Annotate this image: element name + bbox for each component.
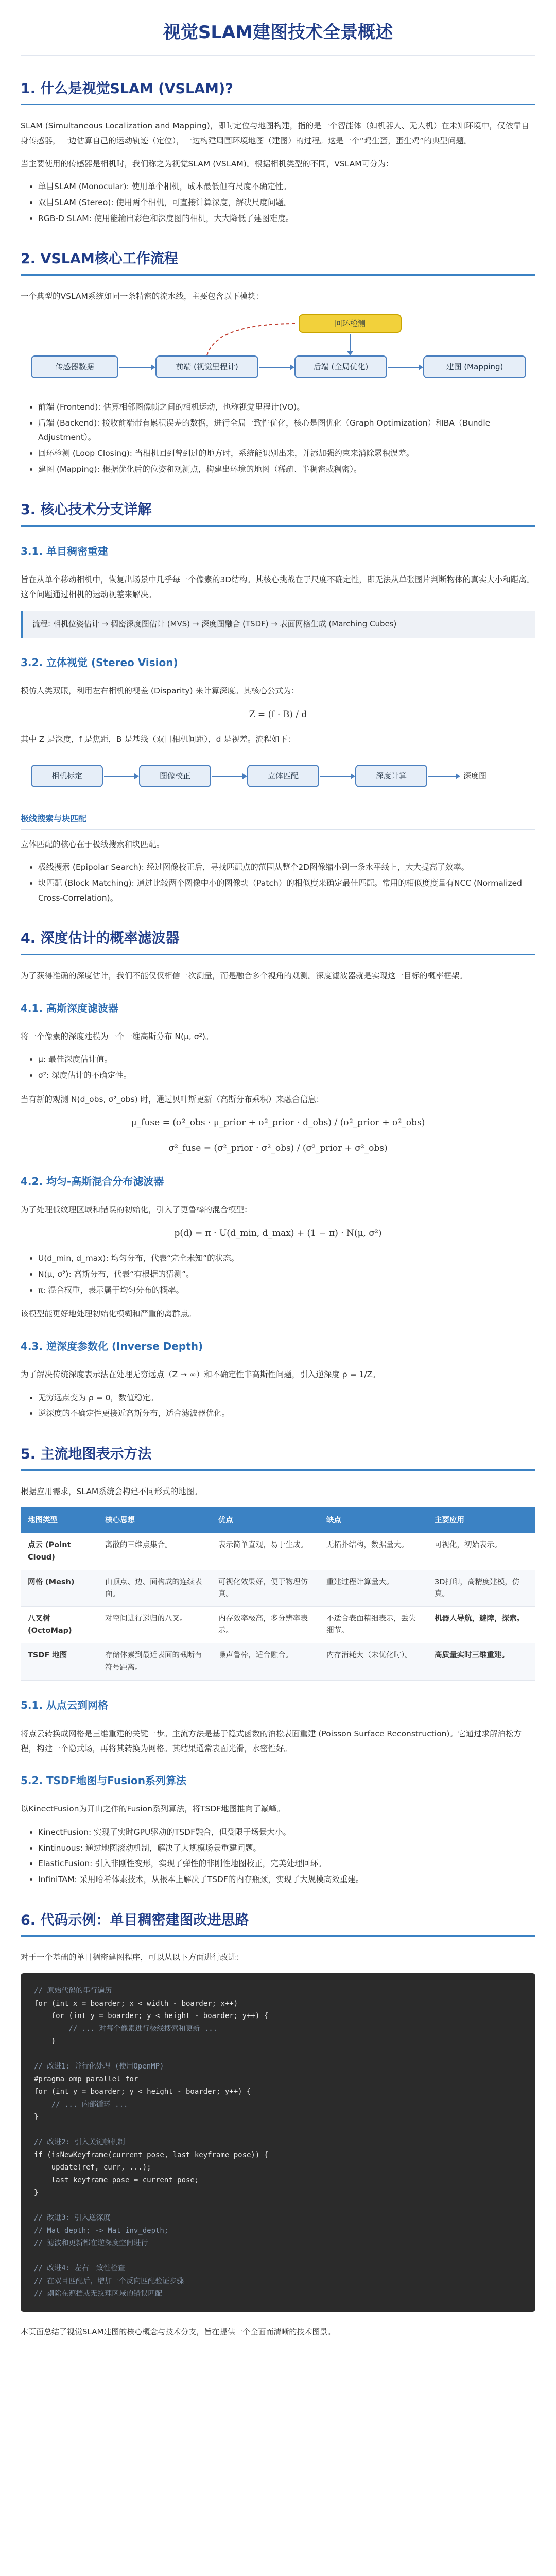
section-1-heading: 1. 什么是视觉SLAM (VSLAM)? <box>21 79 535 106</box>
s1-list <box>38 179 535 226</box>
section-5-1-heading: 5.1. 从点云到网格 <box>21 1698 535 1717</box>
s4-list-3 <box>38 1391 535 1421</box>
code-line <box>34 2048 522 2061</box>
table-cell: 噪声鲁棒，适合融合。 <box>211 1643 319 1680</box>
s4-para-1: 为了获得准确的深度估计，我们不能仅仅相信一次测量，而是融合多个视角的观测。深度滤波器就是实现这一目标的概率框架。 <box>21 971 468 980</box>
arrow-icon <box>212 776 246 777</box>
table-header: 优点 <box>211 1507 319 1534</box>
code-line: // 滤波和更新都在逆深度空间进行 <box>34 2239 148 2247</box>
table-row <box>21 1570 535 1606</box>
code-line: // 改进3: 引入逆深度 <box>34 2214 111 2222</box>
code-line <box>34 2250 522 2263</box>
s1-para-1: SLAM (Simultaneous Localization and Mapping)，即时定位与地图构建，指的是一个智能体（如机器人、无人机）在未知环境中，仅依靠自身传感器，一边估算自己的运动轨迹（定位），一边构建周围环境地图（建图）的过程。这是一个“鸡生蛋，蛋生鸡”的典型问题。 <box>21 121 529 146</box>
s3-para-2: 模仿人类双眼，利用左右相机的视差 (Disparity) 来计算深度。其核心公式为： <box>21 686 300 696</box>
section-5-2-heading: 5.2. TSDF地图与Fusion系列算法 <box>21 1773 535 1792</box>
table-cell: 网格 (Mesh) <box>21 1570 98 1606</box>
page-title: 视觉SLAM建图技术全景概述 <box>21 21 535 56</box>
code-line: if (isNewKeyframe(current_pose, last_keyframe_pose)) { <box>34 2150 269 2159</box>
table-cell: 离散的三维点集合。 <box>98 1533 211 1570</box>
arrow-icon <box>428 776 459 777</box>
flow-box: 立体匹配 <box>247 765 319 787</box>
code-line: for (int y = boarder; y < height - boarder; y++) { <box>34 2088 251 2096</box>
diagram-box-backend: 后端 (全局优化) <box>294 355 387 378</box>
table-cell: 3D打印，高精度建模，仿真。 <box>427 1570 535 1606</box>
equation-depth: Z = (f · B) / d <box>249 709 307 720</box>
list-item: • Kintinuous: 通过地图滚动机制，解决了大规模场景重建问题。 <box>38 1841 535 1856</box>
code-line: last_keyframe_pose = current_pose; <box>34 2176 199 2184</box>
list-item: • 极线搜索 (Epipolar Search): 经过图像校正后，寻找匹配点的范围从整个2D图像缩小到一条水平线上，大大提高了效率。 <box>38 860 535 875</box>
equation-mixture: p(d) = π · U(d_min, d_max) + (1 − π) · N(μ, σ²) <box>174 1228 382 1239</box>
code-block <box>21 1973 535 2312</box>
s5-para-2: 将点云转换成网格是三维重建的关键一步。主流方法是基于隐式函数的泊松表面重建 (Poisson Surface Reconstruction)。它通过求解泊松方程，构建一个隐式场，再将其转换为网格。其结果通常表面光滑，水密性好。 <box>21 1728 522 1753</box>
table-cell: 由顶点、边、面构成的连续表面。 <box>98 1570 211 1606</box>
list-item: • 双目SLAM (Stereo): 使用两个相机，可直接计算深度，解决尺度问题。 <box>38 195 535 210</box>
list-item: • U(d_min, d_max): 均匀分布，代表“完全未知”的状态。 <box>38 1251 535 1266</box>
code-line: } <box>34 2113 39 2121</box>
flow-box: 深度计算 <box>355 765 427 787</box>
table-cell: 对空间进行递归的八叉。 <box>98 1607 211 1643</box>
table-row <box>21 1643 535 1680</box>
s1-para-2: 当主要使用的传感器是相机时，我们称之为视觉SLAM (VSLAM)。根据相机类型的不同，VSLAM可分为： <box>21 159 394 168</box>
s3-list <box>38 860 535 905</box>
table-cell: 表示简单直观，易于生成。 <box>211 1533 319 1570</box>
table-cell: 机器人导航，避障，探索。 <box>427 1607 535 1643</box>
list-item: • KinectFusion: 实现了实时GPU驱动的TSDF融合，但受限于场景大小。 <box>38 1825 535 1840</box>
code-line: // ... 内部循环 ... <box>34 2100 128 2109</box>
table-header: 主要应用 <box>427 1507 535 1534</box>
code-line <box>34 2124 522 2137</box>
list-item: • InfiniTAM: 采用哈希体素技术，从根本上解决了TSDF的内存瓶颈，实现了大规模高效重建。 <box>38 1872 535 1887</box>
s5-list <box>38 1825 535 1887</box>
section-3-1-heading: 3.1. 单目稠密重建 <box>21 544 535 563</box>
flow-end-label: 深度图 <box>463 771 487 781</box>
diagram-box-mapping: 建图 (Mapping) <box>423 355 526 378</box>
list-item: • 建图 (Mapping): 根据优化后的位姿和观测点，构建出环境的地图（稀疏、半稠密或稠密）。 <box>38 462 535 477</box>
section-3-2-sub-heading: 极线搜索与块匹配 <box>21 811 535 830</box>
table-cell: 不适合表面精细表示，丢失细节。 <box>319 1607 427 1643</box>
section-2-heading: 2. VSLAM核心工作流程 <box>21 249 535 276</box>
list-item: • 前端 (Frontend): 估算相邻图像帧之间的相机运动，也称视觉里程计(VO)。 <box>38 400 535 415</box>
code-line: #pragma omp parallel for <box>34 2075 138 2083</box>
code-line: // ... 对每个像素进行极线搜索和更新 ... <box>34 2024 218 2033</box>
code-line: } <box>34 2189 39 2197</box>
table-row <box>21 1533 535 1570</box>
table-cell: 可视化效果好，便于物理仿真。 <box>211 1570 319 1606</box>
s4-list-1 <box>38 1052 535 1082</box>
diagram-box-sensor: 传感器数据 <box>31 355 118 378</box>
list-item: • 块匹配 (Block Matching): 通过比较两个图像中小的图像块（Patch）的相似度来确定最佳匹配。常用的相似度度量有NCC (Normalized Cross-Correlation)。 <box>38 876 535 905</box>
code-line: // 在双目匹配后，增加一个反向匹配验证步骤 <box>34 2277 184 2285</box>
list-item: • 逆深度的不确定性更接近高斯分布，适合滤波器优化。 <box>38 1406 535 1421</box>
section-6-heading: 6. 代码示例：单目稠密建图改进思路 <box>21 1911 535 1937</box>
loop-dashed-arrows <box>21 312 535 389</box>
s2-list <box>38 400 535 477</box>
process-callout: 流程: 相机位姿估计 → 稠密深度图估计 (MVS) → 深度图融合 (TSDF) → 表面网格生成 (Marching Cubes) <box>21 611 535 638</box>
list-item: • μ: 最佳深度估计值。 <box>38 1052 535 1067</box>
code-line: // Mat depth; -> Mat inv_depth; <box>34 2226 169 2235</box>
table-cell: 八叉树 (OctoMap) <box>21 1607 98 1643</box>
code-line: for (int x = boarder; x < width - boarder; x++) <box>34 1999 238 2008</box>
equation-sigma-fuse: σ²_fuse = (σ²_prior · σ²_obs) / (σ²_prior + σ²_obs) <box>168 1143 388 1154</box>
code-line: update(ref, curr, ...); <box>34 2163 151 2172</box>
list-item: • π: 混合权重，表示属于均匀分布的概率。 <box>38 1283 535 1298</box>
diagram-box-frontend: 前端 (视觉里程计) <box>155 355 258 378</box>
s5-para-3: 以KinectFusion为开山之作的Fusion系列算法，将TSDF地图推向了巅峰。 <box>21 1804 285 1814</box>
footer-note: 本页面总结了视觉SLAM建图的核心概念与技术分支，旨在提供一个全面而清晰的技术图景。 <box>21 2327 336 2336</box>
s6-para-1: 对于一个基础的单目稠密建图程序，可以从以下方面进行改进： <box>21 1953 245 1962</box>
table-cell: 内存效率极高，多分辨率表示。 <box>211 1607 319 1643</box>
section-5-heading: 5. 主流地图表示方法 <box>21 1445 535 1471</box>
equation-mu-fuse: μ_fuse = (σ²_obs · μ_prior + σ²_prior · d_obs) / (σ²_prior + σ²_obs) <box>131 1117 425 1128</box>
s5-para-1: 根据应用需求，SLAM系统会构建不同形式的地图。 <box>21 1486 202 1496</box>
s4-para-2: 将一个像素的深度建模为一个一维高斯分布 N(μ, σ²)。 <box>21 1031 214 1041</box>
diagram-box-loop-closing: 回环检测 <box>299 314 402 333</box>
section-4-1-heading: 4.1. 高斯深度滤波器 <box>21 1001 535 1020</box>
flow-box: 相机标定 <box>31 765 103 787</box>
table-cell: 无拓扑结构，数据量大。 <box>319 1533 427 1570</box>
code-line: // 原始代码的串行遍历 <box>34 1987 112 1995</box>
table-cell: 重建过程计算量大。 <box>319 1570 427 1606</box>
s4-para-6: 为了解决传统深度表示法在处理无穷远点（Z → ∞）和不确定性非高斯性问题，引入逆深度 ρ = 1/Z。 <box>21 1370 380 1380</box>
s4-para-5: 该模型能更好地处理初始化模糊和严重的离群点。 <box>21 1309 197 1319</box>
list-item: • RGB-D SLAM: 使用能输出彩色和深度图的相机，大大降低了建图难度。 <box>38 211 535 226</box>
code-line <box>34 2199 522 2212</box>
s4-list-2 <box>38 1251 535 1297</box>
stereo-flow-diagram <box>21 755 535 796</box>
code-line: // 改进2: 引入关键帧机制 <box>34 2138 125 2146</box>
s3-para-4: 立体匹配的核心在于极线搜索和块匹配。 <box>21 839 165 849</box>
section-4-heading: 4. 深度估计的概率滤波器 <box>21 929 535 955</box>
table-cell: 高质量实时三维重建。 <box>427 1643 535 1680</box>
s3-para-3: 其中 Z 是深度，f 是焦距，B 是基线（双目相机间距），d 是视差。流程如下： <box>21 735 296 744</box>
code-line: // 改进4: 左右一致性检查 <box>34 2264 125 2273</box>
code-line: // 改进1: 并行化处理 (使用OpenMP) <box>34 2062 164 2071</box>
table-cell: 可视化，初始表示。 <box>427 1533 535 1570</box>
arrow-icon <box>104 776 138 777</box>
code-line: } <box>34 2037 56 2045</box>
s3-para-1: 旨在从单个移动相机中，恢复出场景中几乎每一个像素的3D结构。其核心挑战在于尺度不确定性，即无法从单张图片判断物体的真实大小和距离。这个问题通过相机的运动视差来解决。 <box>21 575 535 599</box>
section-4-3-heading: 4.3. 逆深度参数化 (Inverse Depth) <box>21 1339 535 1358</box>
s2-para-1: 一个典型的VSLAM系统如同一条精密的流水线，主要包含以下模块： <box>21 292 264 301</box>
list-item: • 回环检测 (Loop Closing): 当相机回到曾到过的地方时，系统能识别出来，并添加强约束来消除累积误差。 <box>38 446 535 461</box>
vslam-pipeline-diagram <box>21 312 535 389</box>
section-3-heading: 3. 核心技术分支详解 <box>21 500 535 527</box>
table-cell: 点云 (Point Cloud) <box>21 1533 98 1570</box>
table-header: 缺点 <box>319 1507 427 1534</box>
table-header: 地图类型 <box>21 1507 98 1534</box>
section-3-2-heading: 3.2. 立体视觉 (Stereo Vision) <box>21 655 535 674</box>
section-4-2-heading: 4.2. 均匀-高斯混合分布滤波器 <box>21 1174 535 1193</box>
table-cell: 内存消耗大（未优化时）。 <box>319 1643 427 1680</box>
list-item: • σ²: 深度估计的不确定性。 <box>38 1068 535 1083</box>
s4-para-3: 当有新的观测 N(d_obs, σ²_obs) 时，通过贝叶斯更新（高斯分布乘积）来融合信息： <box>21 1094 324 1104</box>
list-item: • ElasticFusion: 引入非刚性变形，实现了弹性的非刚性地图校正，完美处理回环。 <box>38 1856 535 1871</box>
list-item: • 后端 (Backend): 接收前端带有累积误差的数据，进行全局一致性优化，核心是图优化（Graph Optimization）和BA（Bundle Adjustment）。 <box>38 416 535 445</box>
s4-para-4: 为了处理低纹理区域和错误的初始化，引入了更鲁棒的混合模型： <box>21 1205 252 1215</box>
code-line: for (int y = boarder; y < height - boarder; y++) { <box>34 2012 269 2020</box>
list-item: • N(μ, σ²): 高斯分布，代表“有根据的猜测”。 <box>38 1267 535 1282</box>
code-line: // 剔除在遮挡或无纹理区域的错误匹配 <box>34 2290 163 2298</box>
list-item: • 单目SLAM (Monocular): 使用单个相机，成本最低但有尺度不确定性。 <box>38 179 535 194</box>
flow-box: 图像校正 <box>139 765 211 787</box>
table-cell: TSDF 地图 <box>21 1643 98 1680</box>
list-item: • 无穷远点变为 ρ = 0，数值稳定。 <box>38 1391 535 1405</box>
arrow-icon <box>320 776 354 777</box>
map-types-table <box>21 1507 535 1681</box>
table-row <box>21 1607 535 1643</box>
table-cell: 存储体素到最近表面的截断有符号距离。 <box>98 1643 211 1680</box>
table-header: 核心思想 <box>98 1507 211 1534</box>
